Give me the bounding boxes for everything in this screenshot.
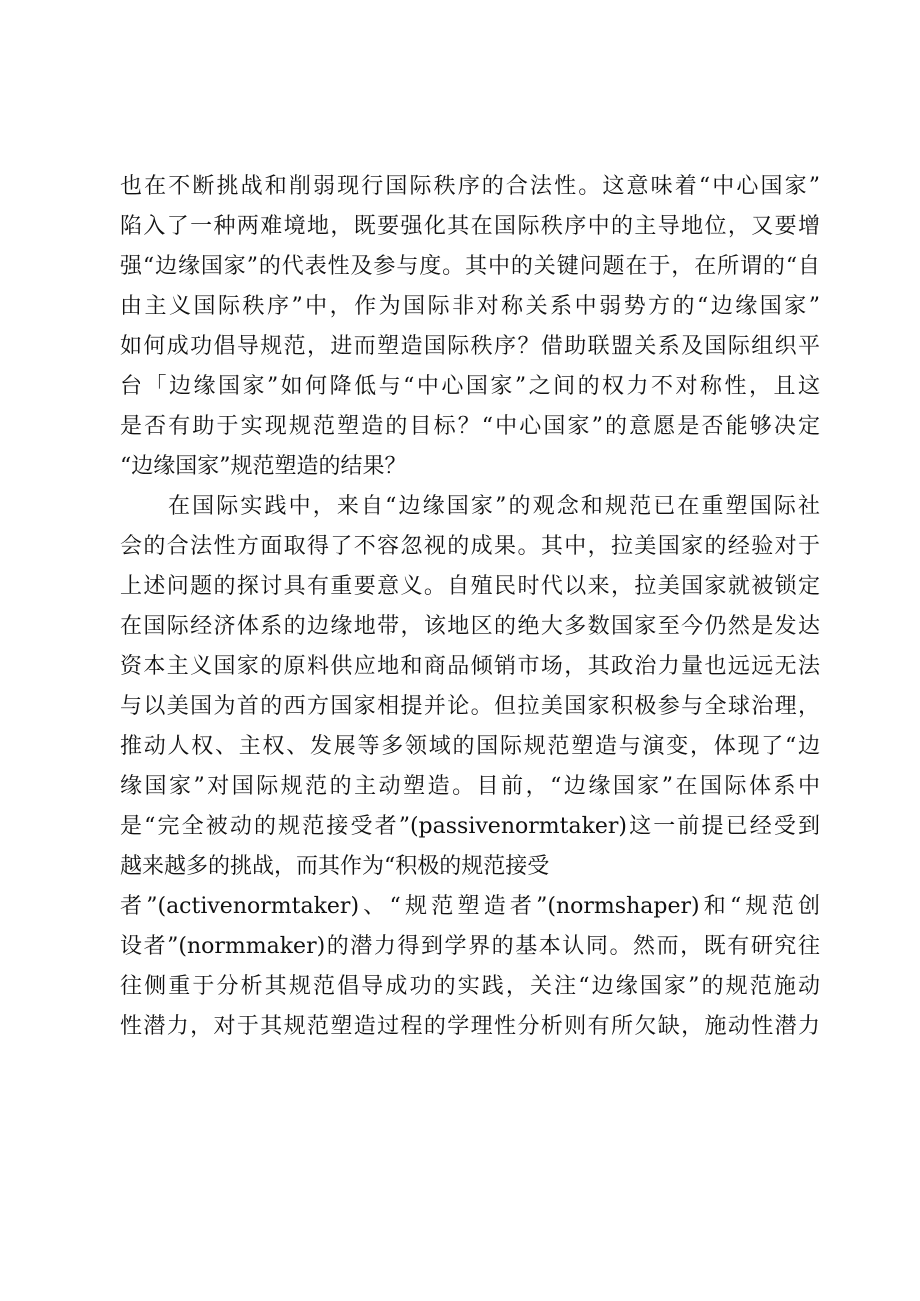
text-line: 如何成功倡导规范，进而塑造国际秩序？借助联盟关系及国际组织平: [120, 334, 820, 359]
body-text: [120, 167, 820, 1047]
text-line: 资本主义国家的原料供应地和商品倾销市场，其政治力量也远远无法: [120, 654, 820, 679]
text-line: 性潜力，对于其规范塑造过程的学理性分析则有所欠缺，施动性潜力: [120, 1014, 820, 1039]
text-line: “边缘国家”规范塑造的结果？: [120, 454, 407, 479]
text-line: 往侧重于分析其规范倡导成功的实践，关注“边缘国家”的规范施动: [120, 974, 820, 999]
text-line: 与以美国为首的西方国家相提并论。但拉美国家积极参与全球治理，: [120, 694, 820, 719]
text-line: 是“完全被动的规范接受者”(passivenormtaker)这一前提已经受到: [120, 814, 820, 839]
text-line: 越来越多的挑战，而其作为“积极的规范接受: [120, 854, 550, 879]
text-line: 上述问题的探讨具有重要意义。自殖民时代以来，拉美国家就被锁定: [120, 574, 820, 599]
text-line: 台「边缘国家”如何降低与“中心国家”之间的权力不对称性，且这: [120, 374, 820, 399]
text-line: 由主义国际秩序”中，作为国际非对称关系中弱势方的“边缘国家”: [120, 294, 820, 319]
text-line: 者”(activenormtaker)、“规范塑造者”(normshaper)和“规范创: [120, 894, 820, 919]
text-line: 是否有助于实现规范塑造的目标？“中心国家”的意愿是否能够决定: [120, 414, 820, 439]
text-line: 会的合法性方面取得了不容忽视的成果。其中，拉美国家的经验对于: [120, 534, 820, 559]
text-line: 缘国家”对国际规范的主动塑造。目前，“边缘国家”在国际体系中: [120, 774, 820, 799]
text-line: 陷入了一种两难境地，既要强化其在国际秩序中的主导地位，又要增: [120, 214, 820, 239]
text-line: 在国际实践中，来自“边缘国家”的观念和规范已在重塑国际社: [168, 494, 820, 519]
text-line: 强“边缘国家”的代表性及参与度。其中的关键问题在于，在所谓的“自: [120, 254, 820, 279]
text-line: 推动人权、主权、发展等多领域的国际规范塑造与演变，体现了“边: [120, 734, 820, 759]
text-line: 也在不断挑战和削弱现行国际秩序的合法性。这意味着“中心国家”: [120, 174, 820, 199]
text-line: 在国际经济体系的边缘地带，该地区的绝大多数国家至今仍然是发达: [120, 614, 820, 639]
text-line: 设者”(normmaker)的潜力得到学界的基本认同。然而，既有研究往: [120, 934, 820, 959]
